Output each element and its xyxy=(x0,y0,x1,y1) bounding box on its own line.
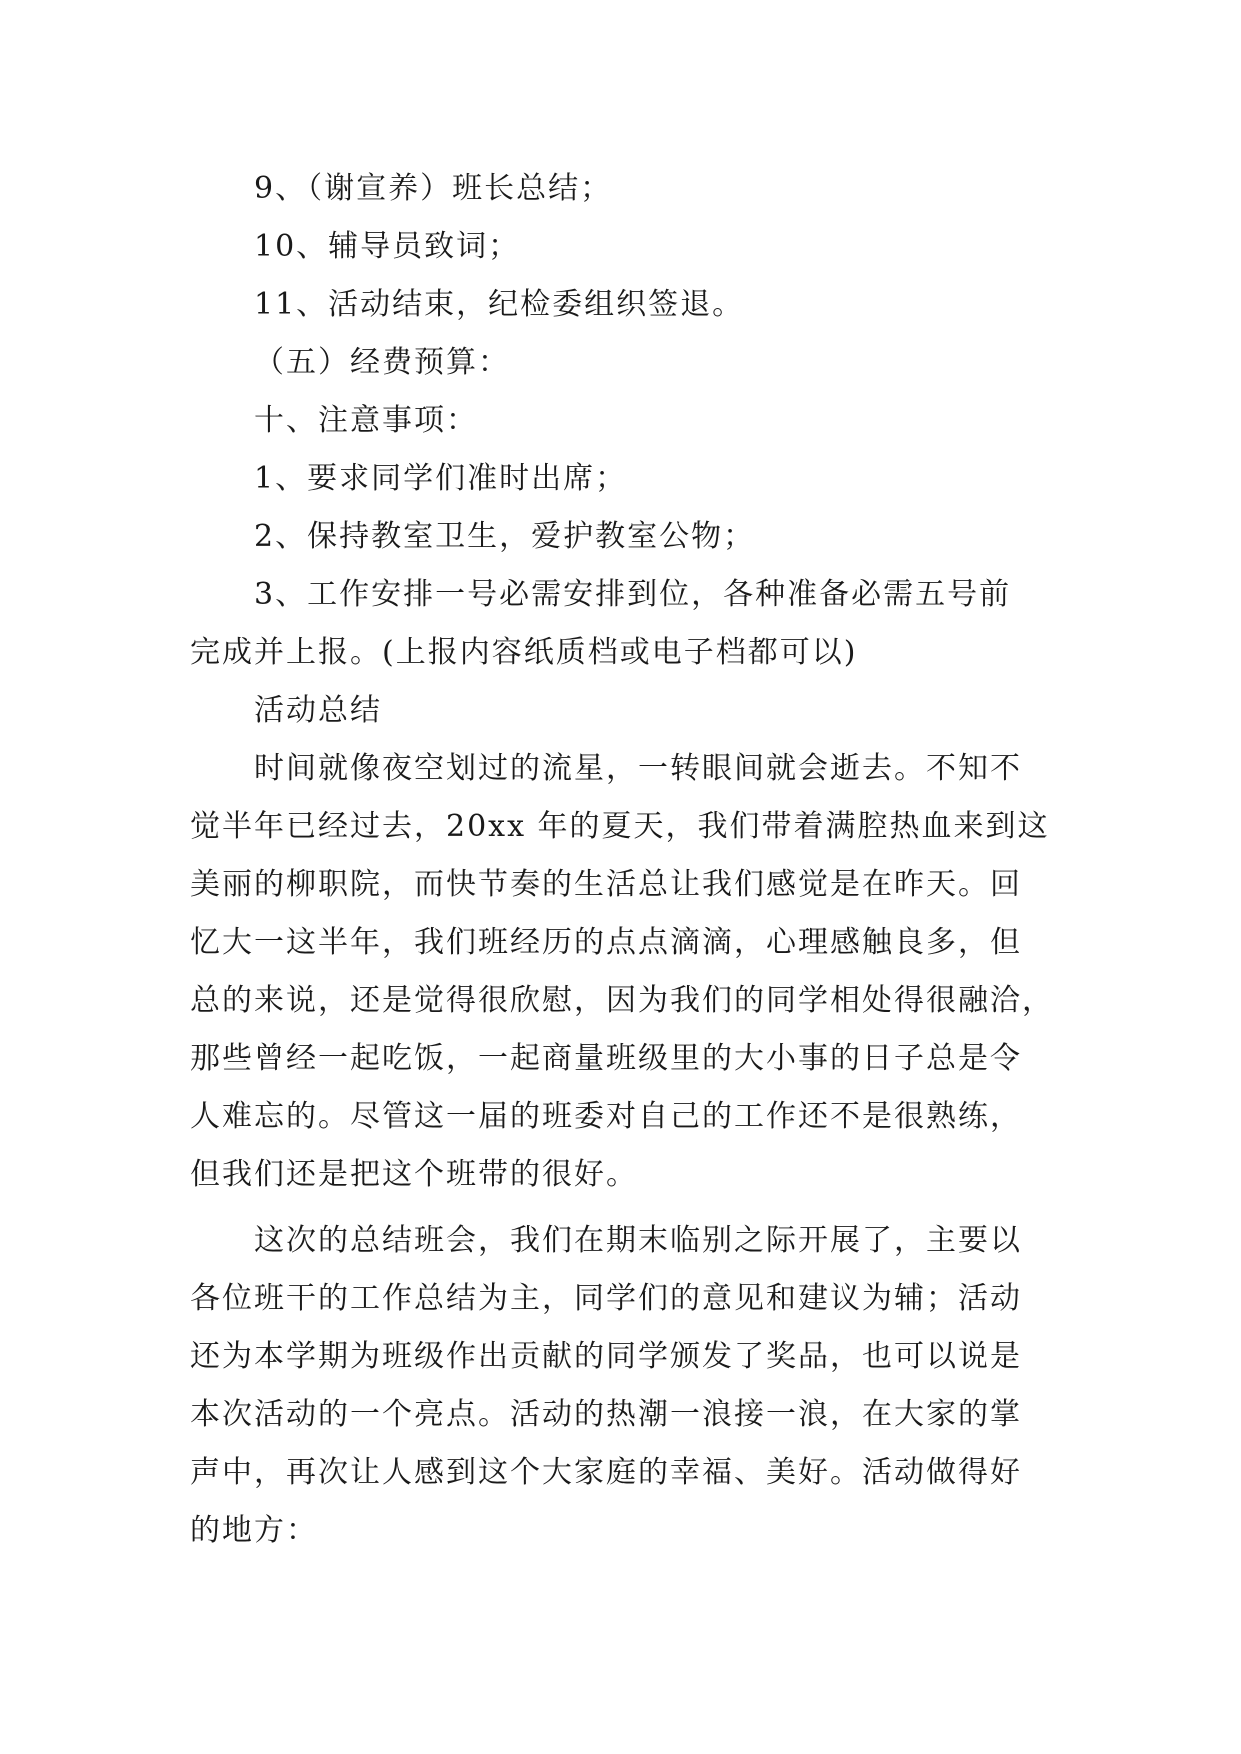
paragraph-line: 总的来说，还是觉得很欣慰，因为我们的同学相处得很融洽， xyxy=(190,983,1054,1018)
paragraph-line: 人难忘的。尽管这一届的班委对自己的工作还不是很熟练， xyxy=(190,1099,1022,1134)
paragraph-line: 还为本学期为班级作出贡献的同学颁发了奖品，也可以说是 xyxy=(190,1339,1022,1374)
paragraph-line: 美丽的柳职院，而快节奏的生活总让我们感觉是在昨天。回 xyxy=(190,867,1022,902)
summary-heading: 活动总结 xyxy=(254,693,382,728)
paragraph-line: 觉半年已经过去，20xx 年的夏天，我们带着满腔热血来到这 xyxy=(190,809,1050,844)
section-budget-heading: （五）经费预算： xyxy=(254,345,510,380)
section-notes-heading: 十、注意事项： xyxy=(254,403,478,438)
note-item-3-line: 3、工作安排一号必需安排到位，各种准备必需五号前 xyxy=(254,577,1012,612)
summary-paragraph-2 xyxy=(190,1212,1070,1560)
paragraph-line: 声中，再次让人感到这个大家庭的幸福、美好。活动做得好 xyxy=(190,1455,1022,1490)
paragraph-line: 各位班干的工作总结为主，同学们的意见和建议为辅；活动 xyxy=(190,1281,1022,1316)
paragraph-line: 但我们还是把这个班带的很好。 xyxy=(190,1157,638,1192)
paragraph-line: 这次的总结班会，我们在期末临别之际开展了，主要以 xyxy=(254,1223,1022,1258)
summary-paragraph-1 xyxy=(190,740,1070,1204)
note-item-1: 1、要求同学们准时出席； xyxy=(254,461,628,496)
document-body xyxy=(190,160,1070,1560)
agenda-item-9: 9、（谢宣养）班长总结； xyxy=(254,171,613,206)
paragraph-line: 那些曾经一起吃饭，一起商量班级里的大小事的日子总是令 xyxy=(190,1041,1022,1076)
paragraph-line: 忆大一这半年，我们班经历的点点滴滴，心理感触良多，但 xyxy=(190,925,1022,960)
paragraph-line: 本次活动的一个亮点。活动的热潮一浪接一浪，在大家的掌 xyxy=(190,1397,1022,1432)
note-item-3-line: 完成并上报。(上报内容纸质档或电子档都可以) xyxy=(190,635,858,670)
agenda-item-11: 11、活动结束，纪检委组织签退。 xyxy=(254,287,745,322)
paragraph-gap xyxy=(190,1204,1070,1212)
paragraph-line: 的地方： xyxy=(190,1513,318,1548)
note-item-3 xyxy=(190,566,1070,682)
paragraph-line: 时间就像夜空划过的流星，一转眼间就会逝去。不知不 xyxy=(254,751,1022,786)
note-item-2: 2、保持教室卫生，爱护教室公物； xyxy=(254,519,756,554)
agenda-item-10: 10、辅导员致词； xyxy=(254,229,521,264)
